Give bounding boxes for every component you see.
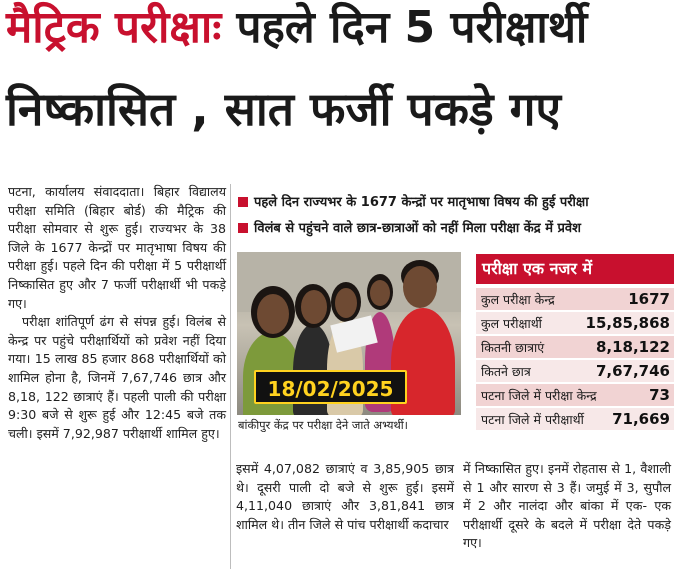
glance-row-value: 73: [649, 386, 670, 404]
exam-at-a-glance-box: [476, 254, 674, 430]
date-badge: 18/02/2025: [254, 370, 407, 404]
column-divider: [230, 184, 231, 569]
photo-caption: बांकीपुर केंद्र पर परीक्षा देने जाते अभ्यर्थी।: [238, 418, 408, 432]
glance-row-label: कितनी छात्राएं: [481, 339, 545, 355]
article-middle-column: इसमें 4,07,082 छात्राएं व 3,85,905 छात्र थे। दूसरी पाली दो बजे से शुरू हुई। इसमें 4,11,040 छात्राएं और 3,81,841 छात्र शामिल थे। तीन जिले से पांच परीक्षार्थी कदाचार: [236, 461, 454, 532]
glance-row: [476, 360, 674, 382]
bullet-point-2: [238, 218, 581, 236]
glance-title: परीक्षा एक नजर में: [476, 254, 674, 284]
glance-row: [476, 288, 674, 310]
glance-row: [476, 408, 674, 430]
glance-row-label: पटना जिले में परीक्षार्थी: [481, 411, 584, 427]
glance-row-label: कुल परीक्षा केन्द्र: [481, 291, 555, 307]
glance-row-value: 1677: [628, 290, 670, 308]
headline-line-2: निष्कासित , सात फर्जी पकड़े गए: [6, 82, 561, 136]
article-paragraph-2: परीक्षा शांतिपूर्ण ढंग से संपन्न हुई। विलंब से केन्द्र पर पहुंचे परीक्षार्थियों को प्रवेश नहीं दिया गया। 15 लाख 85 हजार 868 परीक्षार्थियों को शामिल होना है, जिनमें 7,67,746 छात्र और 8,18, 122 छात्राएं हैं। पहली पाली की परीक्षा 9:30 बजे से शुरू हुई और 12:45 बजे तक चली। इसमें 7,92,987 परीक्षार्थी शामिल हुए।: [8, 314, 226, 441]
glance-row-label: कितने छात्र: [481, 363, 531, 379]
glance-row: [476, 384, 674, 406]
article-left-column: [8, 183, 226, 443]
glance-row-value: 8,18,122: [595, 338, 670, 356]
glance-row: [476, 312, 674, 334]
glance-row: [476, 336, 674, 358]
glance-row-value: 7,67,746: [595, 362, 670, 380]
bullet-point-1: [238, 192, 589, 210]
article-paragraph-1: पटना, कार्यालय संवाददाता। बिहार विद्यालय परीक्षा समिति (बिहार बोर्ड) की मैट्रिक की परीक्षा सोमवार से शुरू हुई। राज्यभर के 38 जिले के 1677 केन्द्रों पर मातृभाषा विषय की परीक्षा हुई। पहले दिन की परीक्षा में 5 परीक्षार्थी निष्कासित हुए और 7 फर्जी परीक्षार्थी भी पकड़े गए।: [8, 184, 226, 311]
glance-row-label: कुल परीक्षार्थी: [481, 315, 542, 331]
glance-row-label: पटना जिले में परीक्षा केन्द्र: [481, 387, 597, 403]
glance-row-value: 15,85,868: [585, 314, 670, 332]
bullet-text-2: विलंब से पहुंचने वाले छात्र-छात्राओं को नहीं मिला परीक्षा केंद्र में प्रवेश: [254, 221, 581, 236]
article-right-column: में निष्कासित हुए। इनमें रोहतास से 1, वैशाली से 1 और सारण से 3 हैं। जमुई में 3, सुपौल में 2 और नालंदा और बांका में एक- एक परीक्षार्थी दूसरे के बदले में परीक्षा देते पकड़े गए।: [463, 461, 671, 551]
headline-lead: मैट्रिक परीक्षाः: [6, 2, 222, 53]
bullet-square-icon: [238, 197, 248, 207]
headline-rest: पहले दिन 5 परीक्षार्थी: [236, 2, 588, 53]
glance-row-value: 71,669: [612, 410, 670, 428]
bullet-text-1: पहले दिन राज्यभर के 1677 केन्द्रों पर मातृभाषा विषय की हुई परीक्षा: [254, 195, 589, 210]
bullet-square-icon: [238, 223, 248, 233]
headline-line-1: [6, 2, 588, 53]
